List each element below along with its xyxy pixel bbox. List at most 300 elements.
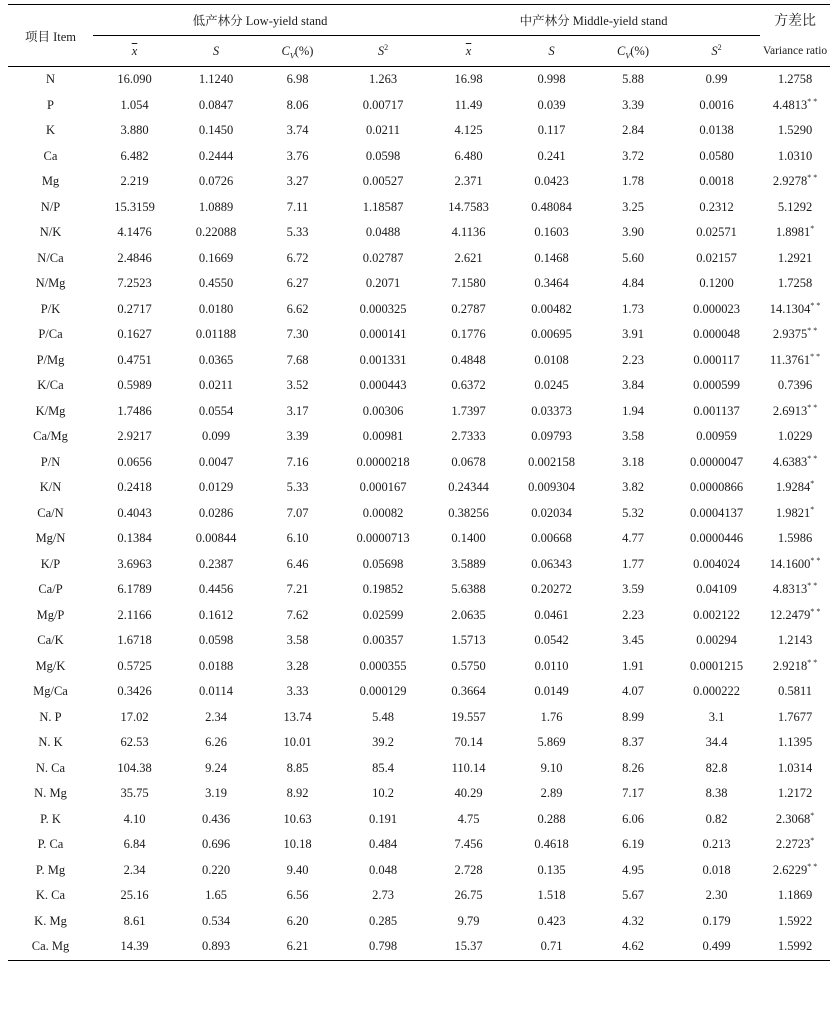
mid-variance-cell: 0.000048 (693, 327, 740, 342)
table-row (8, 832, 830, 858)
variance-ratio-value: 0.5811 (778, 684, 813, 699)
low-mean-cell: 1.6718 (117, 633, 152, 648)
low-sd-header: S (176, 36, 256, 67)
low-variance-cell: 0.000325 (359, 301, 407, 316)
low-sd-cell: 0.0365 (198, 352, 234, 367)
item-cell: K/P (40, 556, 61, 571)
item-cell: N (45, 72, 56, 87)
low-sd-cell: 0.1669 (198, 250, 234, 265)
mid-cv-cell: 3.91 (622, 327, 644, 342)
mid-variance-cell: 0.2312 (699, 199, 734, 214)
mid-cv-cell: 3.90 (622, 225, 644, 240)
data-table (8, 4, 830, 961)
mid-cv-cell: 4.62 (593, 934, 673, 960)
low-sd-cell: 1.65 (205, 888, 227, 903)
variance-ratio-cell (760, 832, 830, 858)
low-variance-cell: 0.00527 (362, 174, 404, 189)
significance-mark: * * (807, 581, 818, 591)
variance-ratio-value: 2.3068 (775, 811, 811, 826)
mid-sd-cell: 0.117 (537, 123, 566, 138)
variance-ratio-value: 0.7396 (777, 378, 813, 393)
table-row (8, 169, 830, 195)
significance-mark: * * (807, 96, 818, 106)
table-body (8, 67, 830, 961)
low-cv-cell: 7.16 (286, 454, 309, 469)
low-variance-cell: 10.2 (372, 786, 394, 801)
mid-sd-cell: 0.241 (537, 148, 566, 163)
mid-variance-cell: 0.0018 (699, 174, 734, 189)
mid-variance-cell: 0.018 (702, 862, 731, 877)
variance-ratio-cell (760, 297, 830, 323)
mid-variance-cell: 0.02157 (696, 250, 737, 265)
mid-mean-cell: 11.49 (454, 97, 483, 112)
table-row (8, 399, 830, 425)
variance-ratio-value: 1.0314 (777, 760, 813, 775)
low-variance-cell: 85.4 (372, 760, 394, 775)
item-cell: N/Ca (37, 250, 64, 265)
mid-variance-cell: 0.04109 (696, 582, 737, 597)
variance-ratio-value: 2.9278 (772, 174, 808, 189)
mid-sd-cell: 0.0461 (534, 607, 569, 622)
low-cv-cell: 7.68 (286, 352, 309, 367)
mid-variance-cell: 0.213 (702, 837, 731, 852)
mid-mean-cell: 0.24344 (448, 480, 489, 495)
mid-variance-cell: 0.001137 (693, 403, 740, 418)
mid-mean-cell: 0.4848 (451, 352, 486, 367)
low-sd-cell: 0.893 (176, 934, 256, 960)
item-cell: Ca/Mg (33, 429, 68, 444)
low-sd-cell: 0.0047 (198, 454, 234, 469)
variance-ratio-value: 1.0229 (777, 429, 813, 444)
mid-sd-cell: 2.89 (540, 786, 563, 801)
mid-sd-cell: 1.76 (540, 709, 563, 724)
table-row (8, 475, 830, 501)
variance-ratio-cell (760, 730, 830, 756)
low-cv-cell: 3.58 (286, 633, 309, 648)
significance-mark: * * (810, 606, 821, 616)
low-variance-cell: 0.19852 (362, 582, 404, 597)
variance-ratio-cell (760, 679, 830, 705)
item-cell: P/Ca (38, 327, 63, 342)
mid-cv-cell: 3.59 (622, 582, 644, 597)
low-mean-cell: 1.7486 (117, 403, 152, 418)
mid-cv-cell: 2.23 (622, 352, 644, 367)
mid-variance-cell: 0.0001215 (689, 658, 744, 673)
item-cell: Mg/Ca (33, 684, 68, 699)
mid-sd-cell: 0.00695 (531, 327, 572, 342)
mid-cv-cell: 3.45 (622, 633, 644, 648)
low-variance-cell: 0.05698 (362, 556, 404, 571)
low-mean-header: $\overline{x}$ (93, 36, 176, 67)
low-cv-cell: 9.40 (286, 862, 309, 877)
mid-cv-cell: 4.07 (622, 684, 644, 699)
mid-variance-cell: 0.0016 (699, 97, 734, 112)
variance-ratio-value: 1.9821 (775, 505, 811, 520)
mid-mean-cell: 5.6388 (451, 582, 486, 597)
low-sd-cell: 0.0129 (198, 480, 234, 495)
mid-cv-cell: 4.77 (622, 531, 644, 546)
item-cell: Mg/K (35, 658, 66, 673)
variance-ratio-cell (760, 552, 830, 578)
variance-ratio-header-en: Variance ratio (760, 36, 830, 67)
low-mean-cell: 0.2418 (117, 480, 152, 495)
low-sd-cell: 0.0598 (198, 633, 234, 648)
item-cell: P/K (40, 301, 61, 316)
mid-mean-cell: 4.75 (457, 811, 480, 826)
low-sd-cell: 0.1612 (198, 607, 234, 622)
low-mean-cell: 7.2523 (117, 276, 152, 291)
low-mean-cell: 0.5725 (117, 658, 152, 673)
variance-ratio-cell (760, 118, 830, 144)
low-variance-cell: 0.00717 (362, 97, 404, 112)
item-cell: K/Mg (35, 403, 66, 418)
mid-variance-cell: 3.1 (708, 709, 725, 724)
low-sd-cell: 0.0726 (198, 174, 234, 189)
mid-variance-cell: 0.0000446 (689, 531, 744, 546)
mid-cv-cell: 5.88 (622, 72, 644, 87)
mid-variance-cell: 0.000222 (693, 684, 740, 699)
variance-ratio-cell (760, 220, 830, 246)
mid-cv-cell: 3.84 (622, 378, 644, 393)
mid-cv-cell: 4.95 (622, 862, 644, 877)
table-row (8, 577, 830, 603)
variance-ratio-cell (760, 475, 830, 501)
low-sd-cell: 0.0180 (198, 301, 234, 316)
low-variance-cell: 0.0000218 (356, 454, 410, 469)
low-variance-cell: 0.048 (368, 862, 398, 877)
mid-cv-cell: 4.84 (622, 276, 644, 291)
variance-ratio-cell (760, 858, 830, 884)
variance-ratio-cell (760, 909, 830, 935)
variance-ratio-cell (760, 348, 830, 374)
low-sd-cell: 1.1240 (198, 72, 234, 87)
mid-cv-cell: 3.82 (622, 480, 644, 495)
low-sd-cell: 0.00844 (195, 531, 237, 546)
mid-mean-cell: 4.1136 (451, 225, 486, 240)
item-cell: P/Mg (36, 352, 65, 367)
low-sd-cell: 0.01188 (195, 327, 237, 342)
low-sd-cell: 0.4550 (198, 276, 234, 291)
table-row (8, 934, 830, 960)
low-sd-cell: 0.1450 (198, 123, 234, 138)
low-variance-cell: 0.000141 (359, 327, 407, 342)
item-cell: Ca (43, 148, 58, 163)
variance-ratio-cell (760, 807, 830, 833)
low-mean-cell: 0.1627 (117, 327, 152, 342)
variance-ratio-value: 1.5290 (777, 123, 813, 138)
mid-sd-cell: 0.4618 (534, 837, 569, 852)
low-cv-cell: 6.21 (256, 934, 339, 960)
mid-sd-cell: 0.288 (537, 811, 566, 826)
item-cell: Mg (41, 174, 60, 189)
low-cv-cell: 10.63 (283, 811, 312, 826)
variance-ratio-cell (760, 67, 830, 93)
mid-variance-cell: 0.000599 (693, 378, 740, 393)
item-cell: N. P (39, 709, 62, 724)
mid-sd-header: S (510, 36, 593, 67)
low-cv-cell: 8.85 (286, 760, 309, 775)
low-sd-cell: 0.2444 (198, 148, 234, 163)
mid-sd-cell: 0.20272 (531, 582, 572, 597)
low-cv-cell: 5.33 (286, 225, 309, 240)
low-sd-cell: 1.0889 (198, 199, 234, 214)
mid-cv-cell: 3.72 (622, 148, 644, 163)
low-mean-cell: 0.1384 (117, 531, 152, 546)
mid-variance-cell: 2.30 (705, 888, 728, 903)
low-cv-cell: 6.10 (286, 531, 309, 546)
variance-ratio-cell (760, 883, 830, 909)
table-row (8, 526, 830, 552)
table-row (8, 883, 830, 909)
variance-ratio-value: 1.0310 (777, 148, 813, 163)
low-cv-cell: 6.72 (286, 250, 309, 265)
mid-variance-cell: 0.99 (705, 72, 728, 87)
low-variance-cell: 0.000443 (359, 378, 407, 393)
mid-cv-cell: 2.84 (622, 123, 644, 138)
mid-sd-cell: 0.71 (510, 934, 593, 960)
mid-cv-cell: 3.58 (622, 429, 644, 444)
mid-mean-cell: 40.29 (454, 786, 483, 801)
significance-mark: * (810, 224, 815, 234)
mid-mean-cell: 2.371 (454, 174, 483, 189)
variance-ratio-cell (760, 246, 830, 272)
low-mean-cell: 0.4043 (117, 505, 152, 520)
low-mean-cell: 3.6963 (117, 556, 152, 571)
mid-sd-cell: 0.002158 (528, 454, 575, 469)
mid-sd-cell: 0.0542 (534, 633, 569, 648)
mid-variance-cell: 0.82 (705, 811, 728, 826)
item-cell: Ca. Mg (8, 934, 93, 960)
variance-ratio-value: 1.7258 (777, 276, 813, 291)
item-cell: N/K (39, 225, 62, 240)
low-variance-cell: 5.48 (372, 709, 394, 724)
mid-mean-cell: 0.1400 (451, 531, 486, 546)
low-sd-cell: 0.696 (201, 837, 231, 852)
low-cv-cell: 7.30 (286, 327, 309, 342)
low-variance-cell: 0.00357 (362, 633, 404, 648)
significance-mark: * (810, 479, 815, 489)
table-row (8, 424, 830, 450)
significance-mark: * * (810, 351, 821, 361)
table-row (8, 603, 830, 629)
mid-variance-cell: 0.0000047 (689, 454, 744, 469)
mid-mean-cell: 0.6372 (451, 378, 486, 393)
low-mean-cell: 0.2717 (117, 301, 152, 316)
low-variance-cell: 0.0000713 (356, 531, 410, 546)
table-row (8, 807, 830, 833)
mid-cv-cell: 8.37 (622, 735, 644, 750)
low-cv-header: $C_V(\%)$ (256, 36, 339, 67)
low-sd-cell: 2.34 (205, 709, 227, 724)
low-cv-cell: 7.07 (286, 505, 309, 520)
variance-ratio-value: 1.2172 (777, 786, 813, 801)
mid-mean-cell: 2.0635 (451, 607, 486, 622)
low-variance-cell: 0.02787 (362, 250, 404, 265)
mid-mean-cell: 9.79 (457, 913, 480, 928)
table-row (8, 909, 830, 935)
mid-cv-cell: 3.18 (622, 454, 644, 469)
table-row (8, 93, 830, 119)
mid-sd-cell: 0.48084 (531, 199, 572, 214)
low-cv-cell: 7.21 (286, 582, 309, 597)
low-variance-cell: 0.2071 (365, 276, 401, 291)
variance-ratio-value: 1.9284 (775, 480, 811, 495)
variance-ratio-value: 12.2479 (769, 607, 811, 622)
mid-mean-cell: 1.7397 (451, 403, 486, 418)
variance-ratio-cell (760, 144, 830, 170)
low-cv-cell: 3.27 (286, 174, 309, 189)
table-row (8, 730, 830, 756)
mid-mean-cell: 2.621 (454, 250, 483, 265)
variance-ratio-value: 1.2921 (777, 250, 813, 265)
low-mean-cell: 6.1789 (117, 582, 152, 597)
variance-ratio-cell (760, 271, 830, 297)
mid-mean-cell: 0.0678 (451, 454, 486, 469)
table-row (8, 271, 830, 297)
middle-yield-group-header: 中产林分 Middle-yield stand (427, 5, 760, 36)
mid-mean-cell: 14.7583 (448, 199, 489, 214)
low-mean-cell: 4.10 (123, 811, 146, 826)
variance-ratio-value: 1.5986 (777, 531, 813, 546)
mid-variance-cell: 0.0000866 (689, 480, 744, 495)
low-mean-cell: 0.5989 (117, 378, 152, 393)
low-cv-cell: 8.06 (286, 97, 309, 112)
low-sd-cell: 6.26 (205, 735, 227, 750)
item-cell: K. Ca (35, 888, 66, 903)
mid-mean-cell: 7.1580 (451, 276, 486, 291)
item-cell: Ca/K (37, 633, 64, 648)
low-mean-cell: 15.3159 (114, 199, 155, 214)
item-cell: Ca/P (38, 582, 63, 597)
table-row (8, 220, 830, 246)
mid-sd-cell: 0.3464 (534, 276, 569, 291)
variance-ratio-cell (760, 781, 830, 807)
low-variance-cell: 0.000167 (359, 480, 407, 495)
low-mean-cell: 2.219 (120, 174, 149, 189)
item-cell: K (45, 123, 56, 138)
low-mean-cell: 0.3426 (117, 684, 152, 699)
low-variance-cell: 0.000355 (359, 658, 407, 673)
mid-cv-cell: 8.26 (622, 760, 644, 775)
mid-sd-cell: 0.423 (537, 913, 566, 928)
low-cv-cell: 6.20 (286, 913, 309, 928)
mid-mean-cell: 19.557 (451, 709, 486, 724)
low-sd-cell: 0.534 (201, 913, 231, 928)
mid-sd-cell: 9.10 (540, 760, 563, 775)
low-mean-cell: 6.482 (120, 148, 149, 163)
low-sd-cell: 0.436 (201, 811, 231, 826)
low-sd-cell: 3.19 (205, 786, 227, 801)
variance-ratio-header-cn: 方差比 (774, 14, 817, 30)
mid-sd-cell: 1.518 (537, 888, 566, 903)
table-row (8, 450, 830, 476)
variance-ratio-cell (760, 450, 830, 476)
variance-ratio-value: 1.2143 (777, 633, 813, 648)
table-row (8, 348, 830, 374)
significance-mark: * * (807, 453, 818, 463)
low-mean-cell: 6.84 (123, 837, 146, 852)
mid-sd-cell: 0.02034 (531, 505, 572, 520)
variance-ratio-value: 1.2758 (777, 72, 813, 87)
mid-variance-cell: 0.0580 (699, 148, 734, 163)
mid-sd-cell: 0.0245 (534, 378, 569, 393)
low-cv-cell: 3.33 (286, 684, 309, 699)
mid-variance-cell: 0.00959 (696, 429, 737, 444)
variance-ratio-value: 1.7677 (777, 709, 813, 724)
low-mean-cell: 8.61 (123, 913, 146, 928)
mid-mean-cell: 0.1776 (451, 327, 486, 342)
table-row (8, 628, 830, 654)
variance-ratio-value: 1.8981 (775, 225, 811, 240)
mid-sd-cell: 0.0149 (534, 684, 569, 699)
variance-ratio-value: 4.6383 (772, 454, 808, 469)
low-variance-cell: 0.285 (368, 913, 398, 928)
variance-ratio-cell (760, 654, 830, 680)
mid-mean-cell: 26.75 (454, 888, 483, 903)
item-cell: P. Ca (37, 837, 64, 852)
low-variance-cell: 0.798 (339, 934, 427, 960)
item-cell: P. K (40, 811, 61, 826)
low-variance-header: $S^2$ (339, 36, 427, 67)
low-sd-cell: 0.0554 (198, 403, 234, 418)
low-sd-cell: 0.0188 (198, 658, 234, 673)
significance-mark: * (810, 836, 815, 846)
variance-ratio-value: 2.9218 (772, 658, 808, 673)
mid-sd-cell: 5.869 (537, 735, 566, 750)
mid-mean-cell: 0.3664 (451, 684, 486, 699)
variance-ratio-cell (760, 628, 830, 654)
mid-cv-cell: 6.19 (622, 837, 644, 852)
mid-variance-cell: 0.0004137 (689, 505, 744, 520)
low-mean-cell: 2.1166 (117, 607, 152, 622)
significance-mark: * (810, 810, 815, 820)
variance-ratio-cell (760, 934, 830, 960)
variance-ratio-value: 1.1395 (777, 735, 813, 750)
item-cell: N. K (38, 735, 63, 750)
table-row (8, 67, 830, 93)
mid-variance-cell: 0.179 (702, 913, 731, 928)
variance-ratio-value: 2.9375 (772, 327, 808, 342)
mid-sd-cell: 0.1603 (534, 225, 569, 240)
low-sd-cell: 0.0847 (198, 97, 234, 112)
low-mean-cell: 0.0656 (117, 454, 152, 469)
low-mean-cell: 2.34 (123, 862, 146, 877)
mid-cv-cell: 5.32 (622, 505, 644, 520)
variance-ratio-value: 5.1292 (777, 199, 813, 214)
low-sd-cell: 9.24 (205, 760, 227, 775)
variance-ratio-value: 14.1600 (769, 556, 811, 571)
low-mean-cell: 104.38 (117, 760, 152, 775)
low-mean-cell: 2.9217 (117, 429, 152, 444)
low-cv-cell: 13.74 (283, 709, 312, 724)
mid-cv-cell: 7.17 (622, 786, 644, 801)
mid-variance-cell: 0.000023 (693, 301, 740, 316)
variance-ratio-cell (760, 501, 830, 527)
mid-variance-cell: 0.000117 (693, 352, 740, 367)
mid-cv-cell: 4.32 (622, 913, 644, 928)
low-mean-cell: 0.4751 (117, 352, 152, 367)
low-cv-cell: 6.27 (286, 276, 309, 291)
variance-ratio-cell (760, 399, 830, 425)
table-row (8, 501, 830, 527)
mid-mean-cell: 6.480 (454, 148, 483, 163)
significance-mark: * * (807, 326, 818, 336)
low-mean-cell: 1.054 (120, 97, 149, 112)
mid-mean-cell: 7.456 (454, 837, 483, 852)
mid-mean-cell: 1.5713 (451, 633, 486, 648)
item-cell: K/N (39, 480, 62, 495)
variance-ratio-cell (760, 603, 830, 629)
